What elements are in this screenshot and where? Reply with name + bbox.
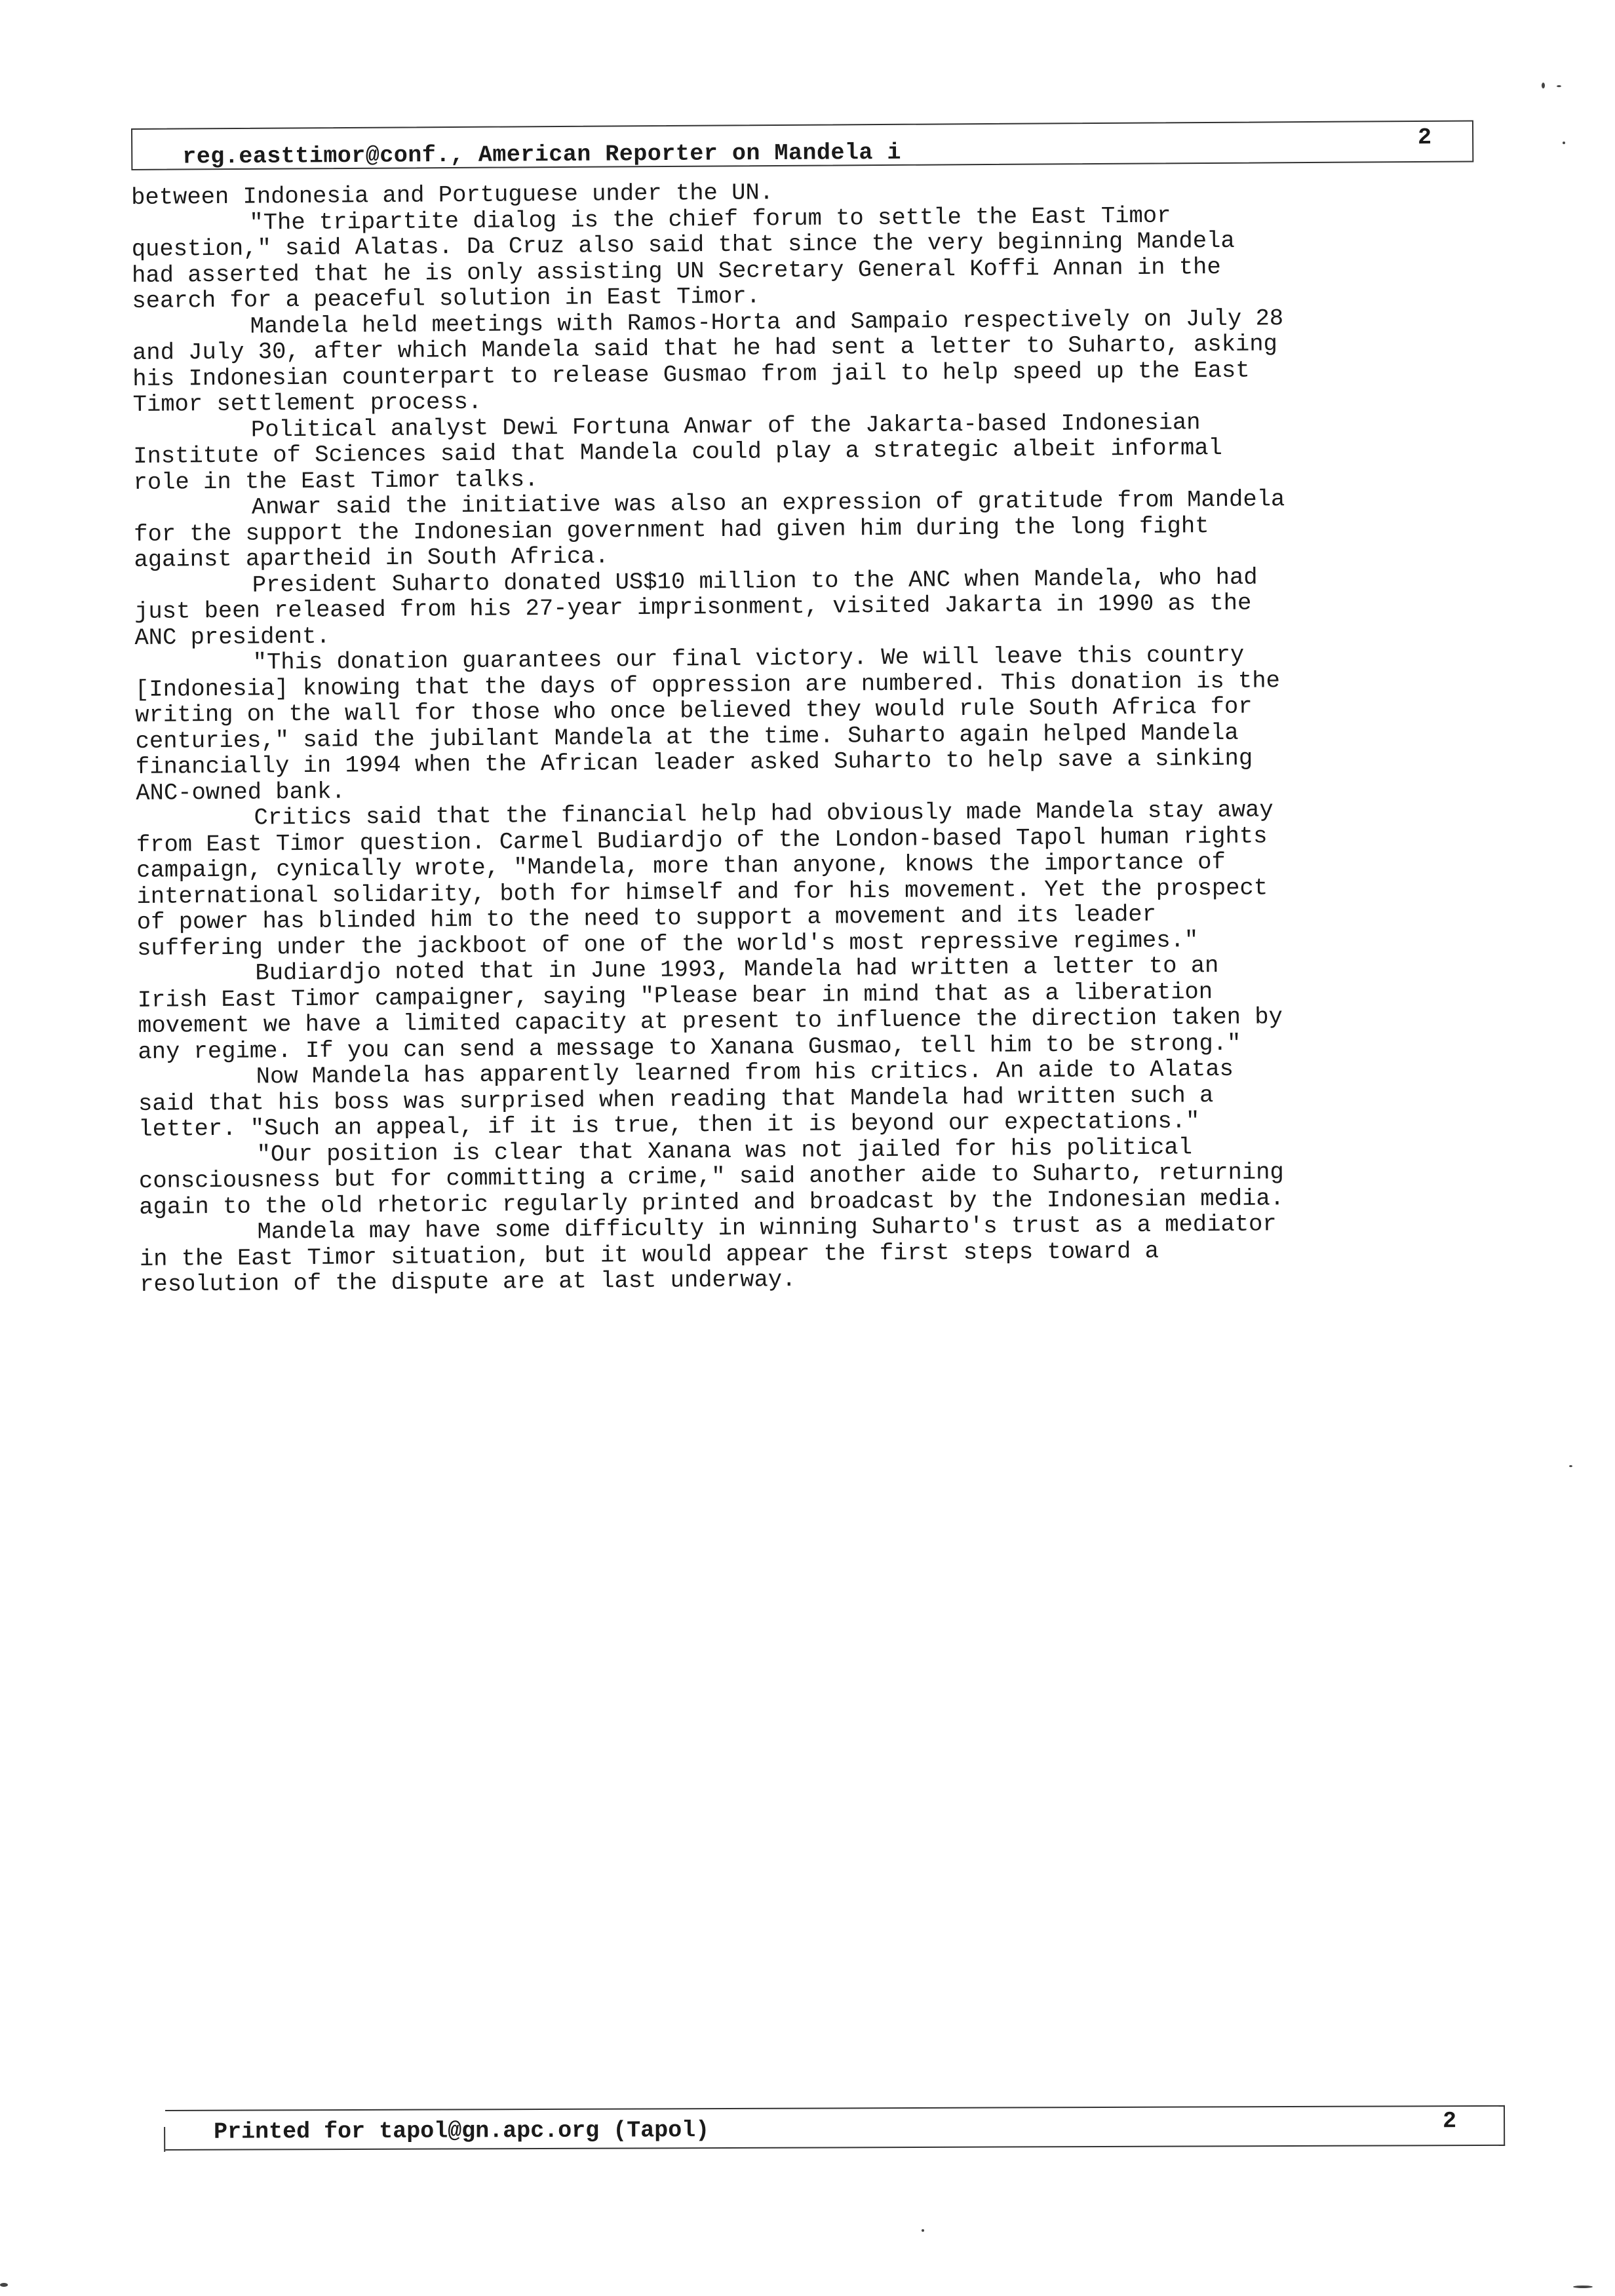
paragraph-8: Critics said that the financial help had obviously made Mandela stay away from East Timor question. Carmel Budiardjo of the London-based Tapol human rights campaign, cynically wrote, "Mandela, more than anyone, knows the importance of international solidarity, both for himself and for his movement. Yet the prospect of power has blinded him to the need to support a movement and its leader suffering under the jackboot of one of the world's most repressive regimes." [136,796,1274,962]
paragraph-7: "This donation guarantees our final victory. We will leave this country [Indonesia] knowing that the days of oppression are numbered. This donation is the writing on the wall for those who once believed they would rule South Africa for centuries," said the jubilant Mandela at the time. Suharto again helped Mandela financially in 1994 when the African leader asked Suharto to help save a sinking ANC-owned bank. [134,641,1281,807]
scan-speck [1563,142,1565,144]
scan-speck [922,2229,924,2232]
paragraph-6: President Suharto donated US$10 million to the ANC when Mandela, who had just been released from his 27-year imprisonment, visited Jakarta in 1990 as the ANC president. [134,564,1258,651]
paragraph-11: "Our position is clear that Xanana was not jailed for his political consciousness but for committing a crime," said another aide to Suharto, returning again to the old rhetoric regularly printed and broadcast by the Indonesian media. [138,1133,1285,1221]
paragraph-1: between Indonesia and Portuguese under the UN. [130,179,774,211]
footer-printed-for: Printed for tapol@gn.apc.org (Tapol) [214,2117,710,2145]
page-header [131,120,1473,170]
scan-speck [0,2283,8,2287]
page-footer [165,2105,1505,2151]
scan-speck [1557,85,1561,87]
footer-border-tick [164,2127,165,2152]
paragraph-4: Political analyst Dewi Fortuna Anwar of the Jakarta-based Indonesian Institute of Sciences said that Mandela could play a strategic albeit informal role in the East Timor talks. [133,408,1223,496]
footer-page-number: 2 [1442,2108,1457,2135]
paragraph-5: Anwar said the initiative was also an expression of gratitude from Mandela for the support the Indonesian government had given him during the long fight against apartheid in South Africa. [134,486,1285,573]
scan-speck [1573,2286,1593,2288]
paragraph-12: Mandela may have some difficulty in winning Suharto's trust as a mediator in the East Timor situation, but it would appear the first steps toward a resolution of the dispute are at last underway. [139,1210,1277,1298]
paragraph-2: "The tripartite dialog is the chief forum to settle the East Timor question," said Alatas. Da Cruz also said that since the very beginning Mandela had asserted that he is only assisting UN Secretary General Koffi Annan in the search for a peaceful solution in East Timor. [131,202,1235,315]
scan-speck [1542,83,1545,88]
header-title: reg.easttimor@conf., American Reporter on Mandela i [182,139,902,170]
header-page-number: 2 [1417,124,1432,151]
paragraph-3: Mandela held meetings with Ramos-Horta and Sampaio respectively on July 28 and July 30, after which Mandela said that he had sent a letter to Suharto, asking his Indonesian counterpart to release Gusmao from jail to help speed up the East Timor settlement process. [132,304,1284,418]
paragraph-9: Budiardjo noted that in June 1993, Mandela had written a letter to an Irish East Timor campaigner, saying "Please bear in mind that as a liberation movement we have a limited capacity at present to influence the direction taken by any regime. If you can send a message to Xanana Gusmao, tell him to be strong." [137,952,1283,1065]
scan-speck [1569,1465,1572,1467]
paragraph-10: Now Mandela has apparently learned from his critics. An aide to Alatas said that his boss was surprised when reading that Mandela had written such a letter. "Such an appeal, if it is true, then it is beyond our expectations." [138,1055,1234,1143]
article-body [131,176,1293,1297]
